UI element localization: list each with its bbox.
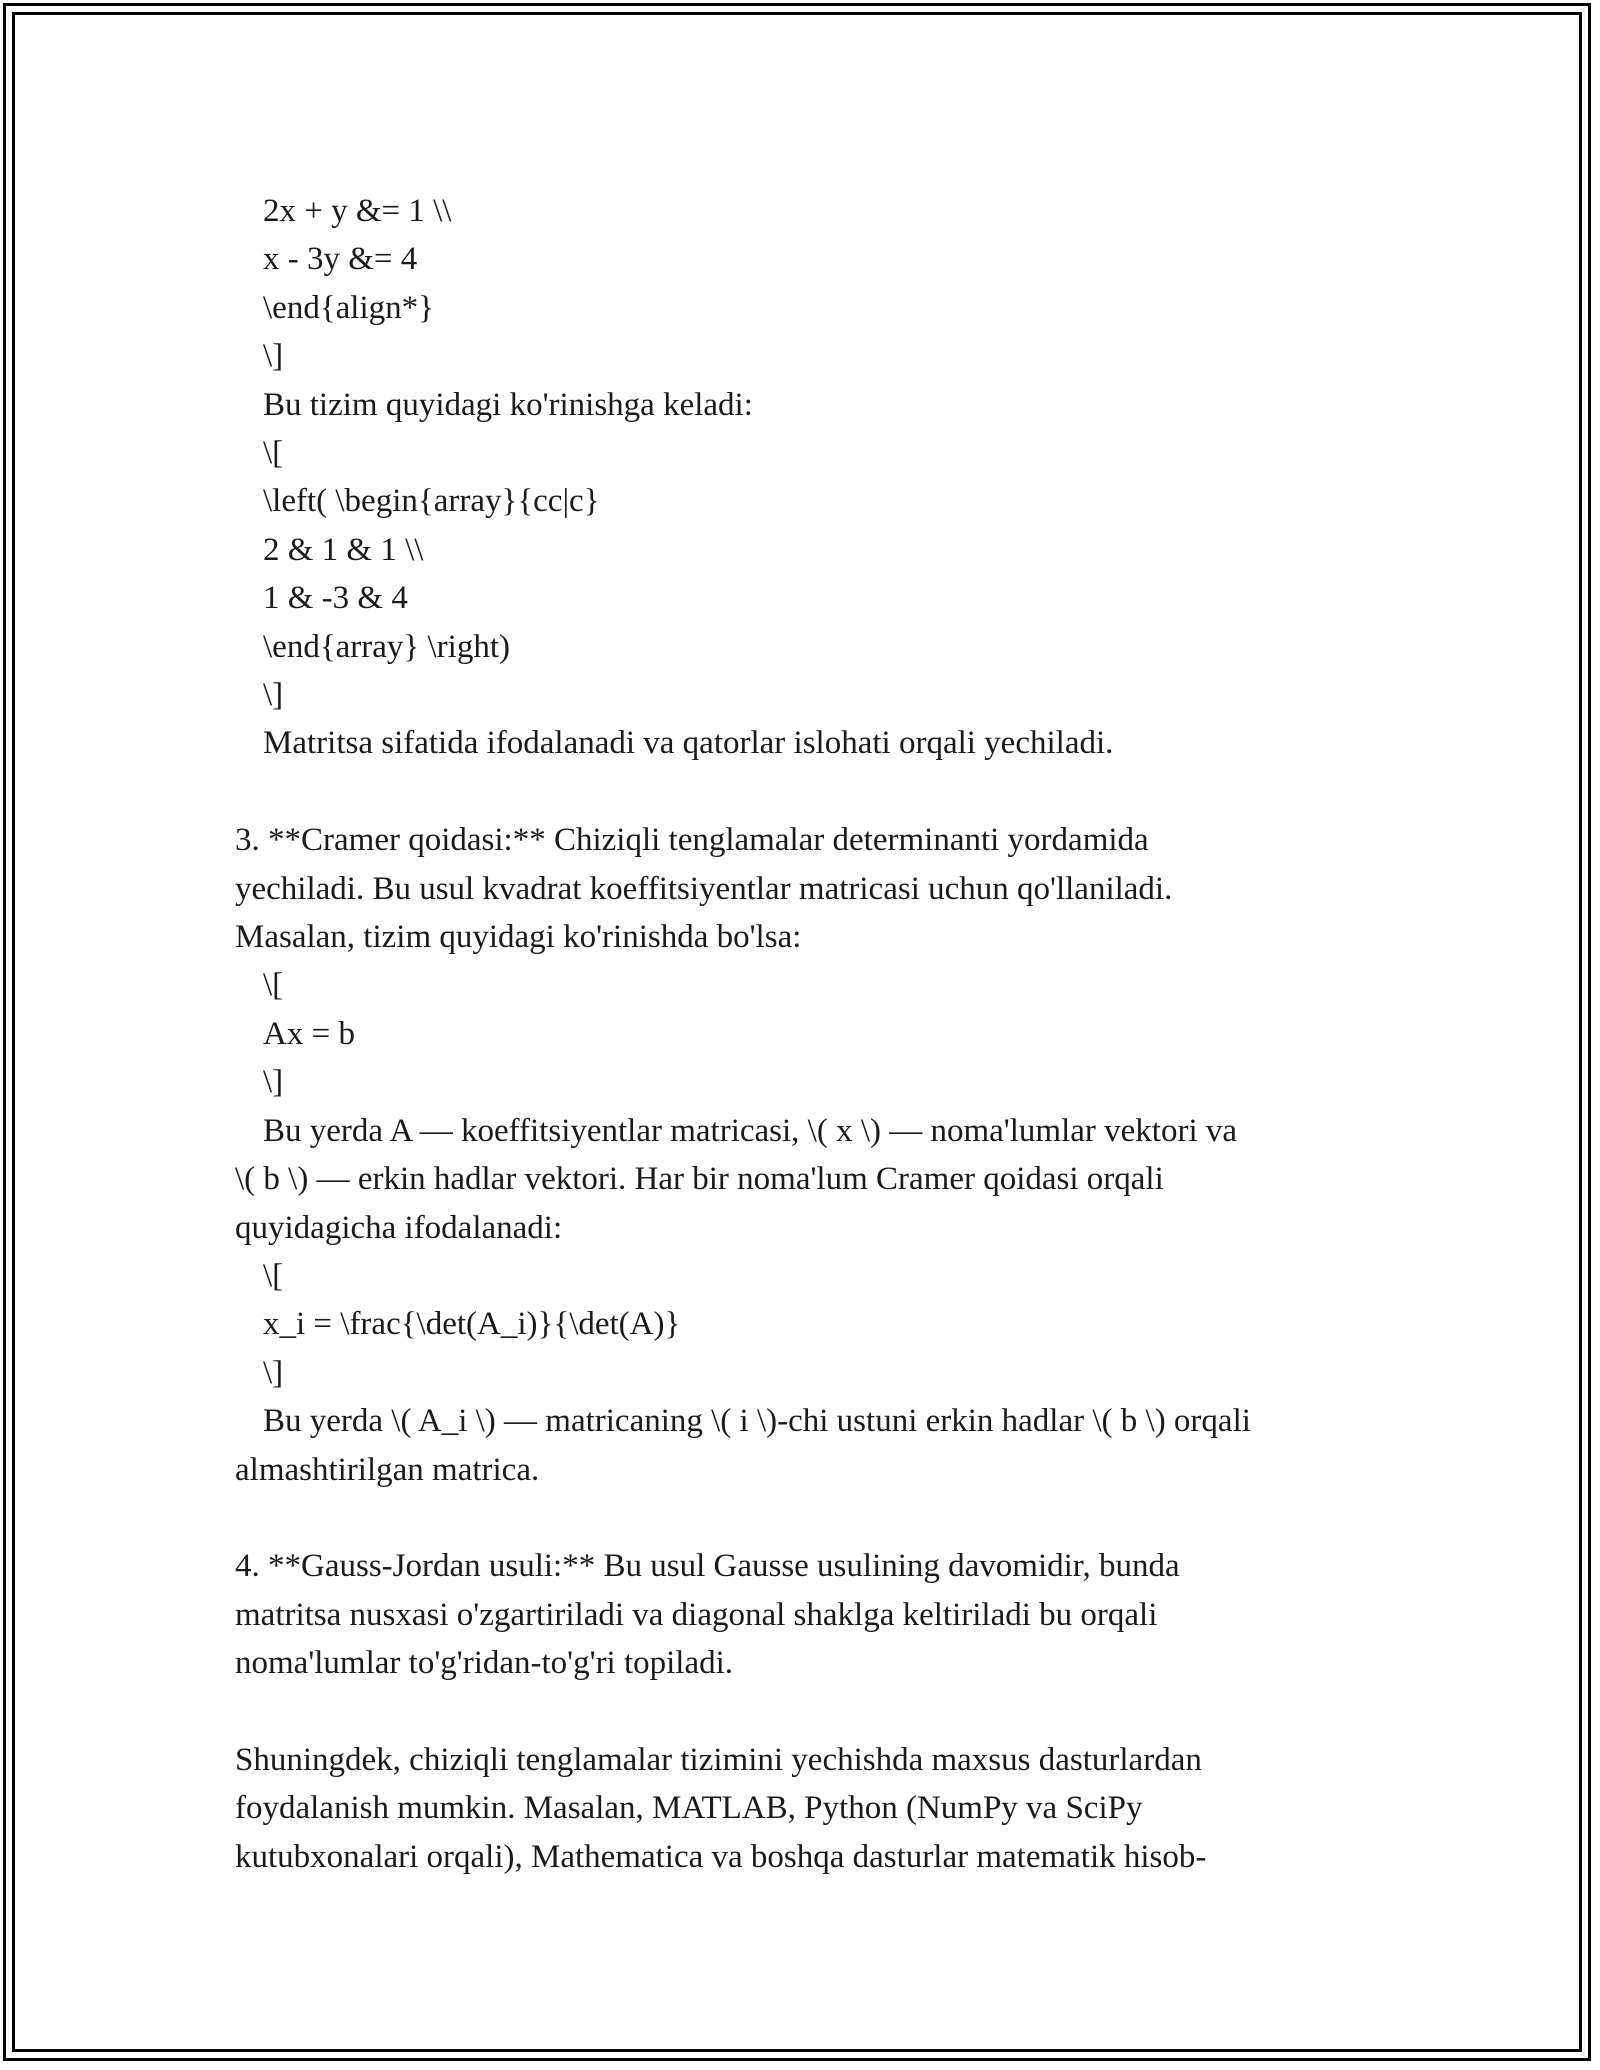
text-line: \]	[263, 1064, 284, 1101]
text-line: Bu yerda A — koeffitsiyentlar matricasi, \( x \) — noma'lumlar vektori va	[263, 1112, 1238, 1149]
text-line: 2 & 1 & 1 \\	[263, 531, 424, 568]
text-line: \( b \) — erkin hadlar vektori. Har bir noma'lum Cramer qoidasi orqali	[235, 1161, 1164, 1198]
blank-line	[235, 1494, 1375, 1542]
text-line: Shuningdek, chiziqli tenglamalar tizimini yechishda maxsus dasturlardan	[235, 1741, 1202, 1778]
text-line: kutubxonalari orqali), Mathematica va boshqa dasturlar matematik hisob-	[235, 1838, 1207, 1875]
text-line: 3. **Cramer qoidasi:** Chiziqli tenglamalar determinanti yordamida	[235, 822, 1149, 859]
text-line: x - 3y &= 4	[263, 241, 418, 278]
text-line: 1 & -3 & 4	[263, 580, 408, 617]
text-line: Bu tizim quyidagi ko'rinishga keladi:	[263, 386, 753, 423]
text-line: matritsa nusxasi o'zgartiriladi va diagonal shaklga keltiriladi bu orqali	[235, 1596, 1158, 1633]
text-line: \[	[263, 967, 284, 1004]
text-line: \end{array} \right)	[263, 628, 511, 665]
text-line: Masalan, tizim quyidagi ko'rinishda bo'lsa:	[235, 919, 802, 956]
text-line: \left( \begin{array}{cc|c}	[263, 483, 600, 520]
text-line: Matritsa sifatida ifodalanadi va qatorlar islohati orqali yechiladi.	[263, 725, 1114, 762]
text-line: \]	[263, 338, 284, 375]
text-line: quyidagicha ifodalanadi:	[235, 1209, 563, 1246]
text-line: almashtirilgan matrica.	[235, 1451, 540, 1488]
text-line: Bu yerda \( A_i \) — matricaning \( i \)-chi ustuni erkin hadlar \( b \) orqali	[263, 1403, 1251, 1440]
text-line: \[	[263, 1257, 284, 1294]
text-line: 2x + y &= 1 \\	[263, 193, 452, 229]
text-line: foydalanish mumkin. Masalan, MATLAB, Python (NumPy va SciPy	[235, 1790, 1143, 1827]
text-line: \end{align*}	[263, 289, 434, 326]
text-line: \[	[263, 435, 284, 472]
text-line: x_i = \frac{\det(A_i)}{\det(A)}	[263, 1306, 681, 1343]
document-body	[235, 187, 1375, 1881]
text-line: 4. **Gauss-Jordan usuli:** Bu usul Gausse usulining davomidir, bunda	[235, 1548, 1180, 1585]
text-line: noma'lumlar to'g'ridan-to'g'ri topiladi.	[235, 1645, 734, 1682]
text-line: \]	[263, 677, 284, 714]
text-line: Ax = b	[263, 1015, 355, 1052]
text-line: yechiladi. Bu usul kvadrat koeffitsiyentlar matricasi uchun qo'llaniladi.	[235, 870, 1173, 907]
blank-line	[235, 1688, 1375, 1736]
text-line: \]	[263, 1354, 284, 1391]
blank-line	[235, 768, 1375, 816]
